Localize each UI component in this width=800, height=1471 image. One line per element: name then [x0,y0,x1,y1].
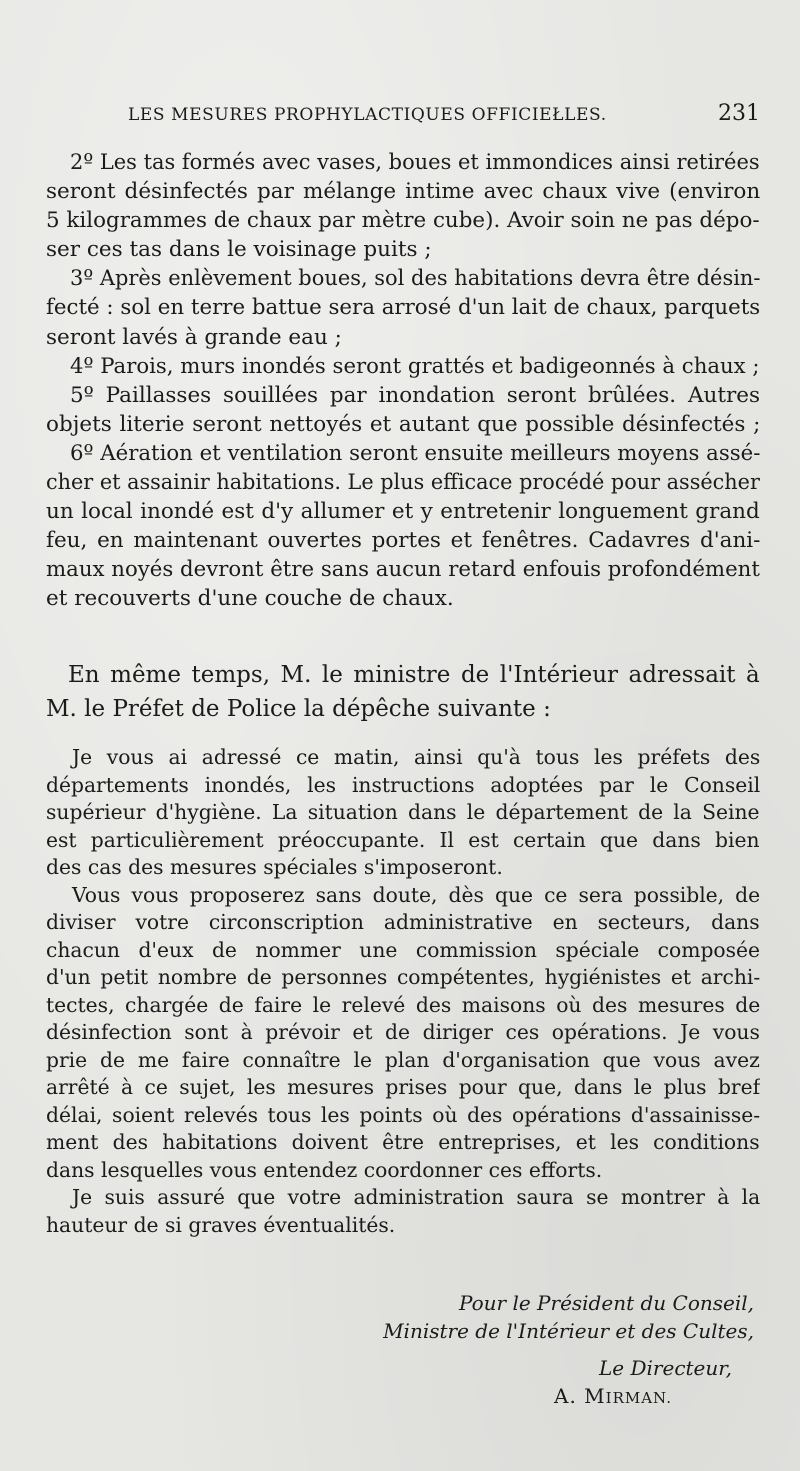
signature-line: Pour le Président du Conseil, [458,1291,754,1315]
signature-block [383,1290,754,1412]
text-line: 4º Parois, murs inondés seront grattés et badigeonnés à chaux ; [70,353,760,379]
text-line: En même temps, M. le ministre de l'Intérieur adressait à [68,662,760,688]
text-line: 3º Après enlèvement boues, sol des habitations devra être désin- [70,266,760,292]
text-line: délai, soient relevés tous les points où des opérations d'assainisse- [46,1102,760,1127]
text-line: ment des habitations doivent être entreprises, et les conditions [46,1130,760,1154]
signature-line: Le Directeur, [599,1356,732,1380]
text-line: feu, en maintenant ouvertes portes et fenêtres. Cadavres d'ani- [46,528,760,554]
text-line: chacun d'eux de nommer une commission spéciale composée [46,937,760,962]
text-line: désinfection sont à prévoir et de diriger ces opérations. Je vous [46,1020,760,1044]
text-line: maux noyés devront être sans aucun retard enfouis profondément [46,557,760,583]
text-line: hauteur de si graves éventualités. [46,1212,396,1237]
running-title: LES MESURES PROPHYLACTIQUES OFFICIEŁLES. [128,105,607,125]
text-line: seront lavés à grande eau ; [46,324,342,350]
text-line: est particulièrement préoccupante. Il est certain que dans bien [46,827,760,852]
text-line: 2º Les tas formés avec vases, boues et immondices ainsi retirées [70,150,760,175]
text-line: et recouverts d'une couche de chaux. [46,586,454,612]
text-line: 5 kilogrammes de chaux par mètre cube). Avoir soin ne pas dépo- [46,208,760,234]
text-line: ser ces tas dans le voisinage puits ; [46,237,432,263]
text-line: arrêté à ce sujet, les mesures prises pour que, dans le plus bref [46,1075,760,1099]
text-line: M. le Préfet de Police la dépêche suivante : [46,696,551,722]
signature-line: Ministre de l'Intérieur et des Cultes, [383,1318,754,1343]
text-line: tectes, chargée de faire le relevé des maisons où des mesures de [46,992,760,1017]
text-line: Je vous ai adressé ce matin, ainsi qu'à tous les préfets des [72,745,760,769]
text-line: un local inondé est d'y allumer et y entretenir longuement grand [46,499,760,525]
text-line: fecté : sol en terre battue sera arrosé d'un lait de chaux, parquets [46,295,760,321]
text-line: des cas des mesures spéciales s'imposeront. [46,855,503,879]
text-line: prie de me faire connaître le plan d'organisation que vous avez [46,1047,760,1072]
text-line: supérieur d'hygiène. La situation dans le département de la Seine [46,800,760,824]
page-header [128,101,760,135]
text-line: Vous vous proposerez sans doute, dès que ce sera possible, de [72,882,760,907]
text-line: Je suis assuré que votre administration saura se montrer à la [72,1185,760,1209]
text-line: cher et assainir habitations. Le plus efficace procédé pour assécher [46,470,760,496]
dispatch-letter [46,744,760,1239]
numbered-instructions [46,148,760,614]
intro-paragraph [46,658,760,726]
text-line: d'un petit nombre de personnes compétentes, hygiénistes et archi- [46,965,760,989]
text-line: seront désinfectés par mélange intime avec chaux vive (environ [46,179,760,205]
text-line: objets literie seront nettoyés et autant que possible désinfectés ; [46,411,760,437]
text-line: départements inondés, les instructions adoptées par le Conseil [46,772,760,797]
text-line: dans lesquelles vous entendez coordonner ces efforts. [46,1157,603,1182]
text-line: 6º Aération et ventilation seront ensuite meilleurs moyens assé- [70,440,760,466]
page-number: 231 [718,101,760,126]
signatory-name: A. MIRMAN. [554,1383,672,1408]
text-line: diviser votre circonscription administrative en secteurs, dans [46,910,760,934]
text-line: 5º Paillasses souillées par inondation seront brûlées. Autres [70,382,760,408]
